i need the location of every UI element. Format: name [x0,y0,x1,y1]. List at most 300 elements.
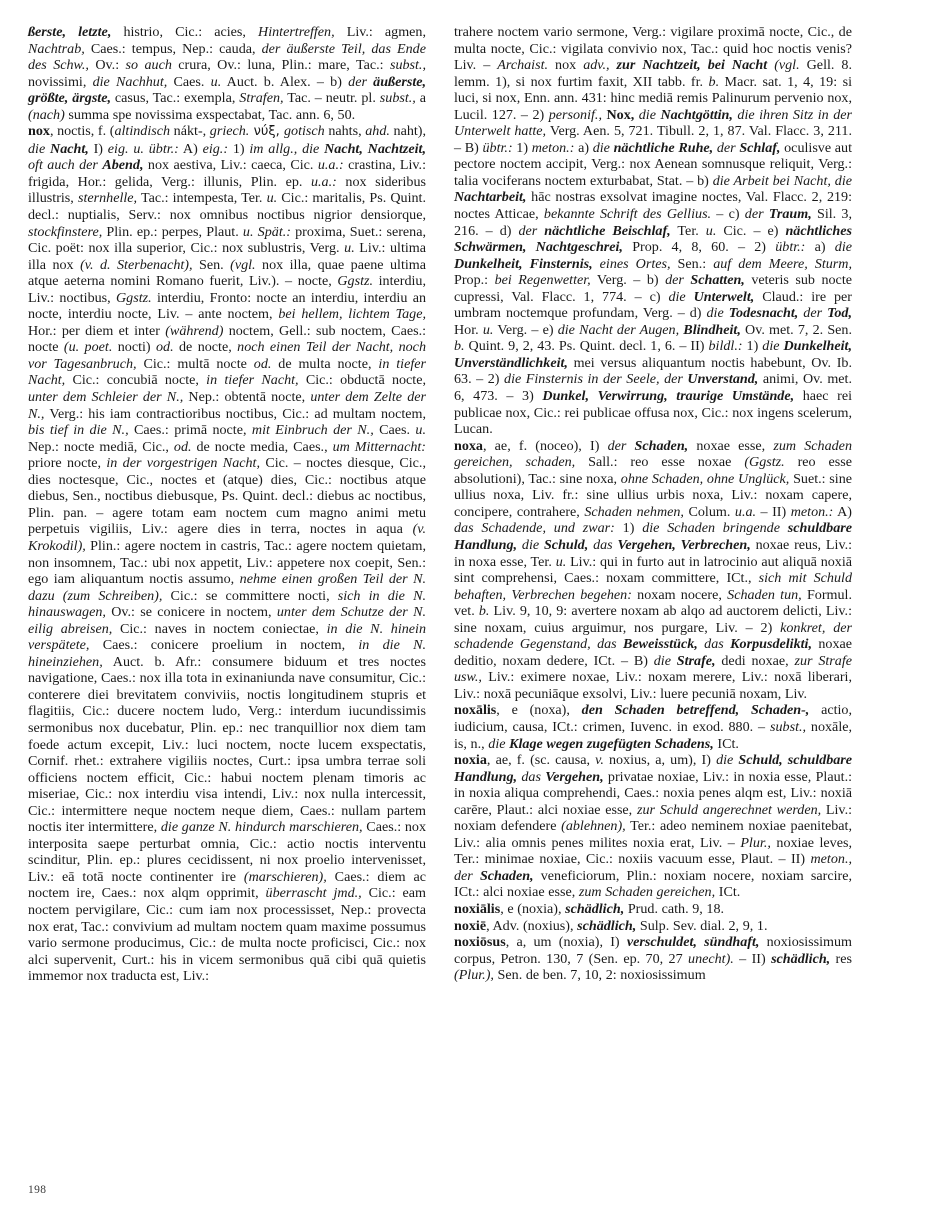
text-run: Ter. [670,222,706,239]
text-run: (v. Krokodil), [28,521,426,554]
text-run: u. [555,553,567,570]
text-run: Cic.: multā nocte [136,355,254,372]
text-run: noxiālis [454,900,501,917]
text-run: zur Strafe usw., [454,652,852,686]
text-run: eines Ortes, [592,255,671,272]
text-run: Colum. [683,503,735,520]
text-run: res [830,950,852,967]
text-run: noxia [454,752,487,769]
text-run: Tac.: intempesta, Ter. [137,190,267,207]
text-run: Caes.: conicere proelium in noctem, [89,637,359,654]
text-run: de nocte, [173,339,238,356]
text-run: noxiōsus [454,934,506,951]
text-run: Prop.: [454,272,495,289]
text-run: schädlich, [771,950,831,967]
text-run: bekannte Schrift des Gellius. [543,206,712,223]
text-run: u.a.: [310,173,337,190]
text-run: nocti) [112,339,156,356]
text-run: crura, Ov.: luna, Plin.: mare, Tac.: [171,57,390,74]
text-run: das [697,636,731,653]
text-run: Nacht, [50,140,89,157]
text-run: Schaden nehmen, [584,503,684,520]
text-run: Ov. met. 7, 2. Sen. [740,321,852,338]
text-run: od. [173,438,192,455]
text-run: (marschieren), [243,868,327,885]
dictionary-entry [454,918,852,935]
text-run: Beweisstück, [623,636,698,653]
text-run: noxae reus, Liv.: in noxa esse, Ter. [454,536,853,570]
text-run: Hor.: per diem et inter [28,322,166,339]
text-run: subst., [770,718,807,735]
text-run: der [348,73,374,90]
text-run: Traum, [768,206,812,223]
text-run: Unterwelt, [693,288,755,305]
text-run: u.a. [734,503,757,520]
text-run: Liv.: qui in furto aut in latrocinio aut aliquā noxiā sint comprehensi, Caes.: noxam committere, ICt., [454,553,853,587]
text-run: u. [344,240,355,257]
text-run: Vergehen, [545,768,604,785]
text-run: veneficiorum, Plin.: noxiam nocere, noxiam sarcire, ICt.: alci noxiae esse, [454,867,852,901]
text-run: zum Schaden gereichen, schaden, [454,437,852,471]
text-run: der [744,206,769,223]
text-run: Tod, [827,305,852,322]
text-run: Liv.: ultima illa nox [28,240,426,273]
text-run: noxālis [454,702,497,719]
text-run: subst., [379,90,416,107]
text-run: Ter.: adeo neminem noxiae paenitebat, Liv.: alia omnis penes milites noxia erat, Liv. – [454,818,852,851]
text-run: novissimi, [28,73,93,90]
text-run: Cic. – e) [716,222,786,239]
text-run: u.a.: [317,157,344,174]
text-run: νύξ, [249,124,284,140]
text-run: unter dem Zelte der N., [28,389,426,422]
text-run: animi, Ov. met. 6, 473. – 3) [454,371,852,405]
text-run: nox aestiva, Liv.: caeca, Cic. [143,157,318,174]
text-run: 1) [614,520,643,537]
text-run: Claud.: ire per umbram noctemque profundam, Verg. – d) [454,288,852,322]
text-run: Schlaf, [739,139,781,156]
text-run: übtr.: [482,139,513,156]
text-run: u. [415,422,426,439]
dictionary-entry [454,901,852,918]
text-run: nächtliche Beischlaf, [544,222,671,239]
text-run: die ihren Sitz in der Unterwelt hatte, [454,106,852,140]
text-run: Nachtrab, [28,40,85,57]
text-run: ßerste, letzte, [28,24,112,40]
text-run: Caes.: nox interposita saepe perturbat omnia, Cic.: actio noctis interventu scinditur, Plin. ep.: plures cecidissent, ni nox proelio intervenisset, Liv.: eā totā nocte continenter ire [28,819,426,885]
text-run: Ggstz. [337,273,374,290]
text-run: (Plur.), [454,967,494,984]
text-run: Hor. [454,321,483,338]
text-run: u. [705,222,717,239]
text-run: trahere noctem vario sermone, Verg.: vigilare proximā nocte, Cic., de multa nocte, Cic.: vigilata convivio nox, Tac.: quid hoc noctis venis? Liv. – [454,24,852,74]
text-run: histrio, Cic.: acies, [111,24,259,40]
text-run: die [653,652,677,669]
text-run: noxam nocere, [631,586,728,603]
text-run: interdiu, Liv.: noctibus, [28,273,426,306]
text-run: Verg. – b) [590,272,666,289]
text-run: , ae, f. (noceo), I) [482,437,608,454]
text-run: Dunkelheit, Unverständlichkeit, [454,338,852,371]
text-run: de nocte media, Caes., [191,438,333,455]
text-run: nächtliches Schwärmen, Nachtgeschrei, [454,222,853,256]
text-run: schädlich, [577,917,637,934]
text-run: der äußerste Teil, das Ende des Schw., [28,40,426,74]
text-run: (v. d. Sterbenacht), [80,256,193,273]
text-run: Archaist. [497,57,549,74]
text-run: um Mitternacht: [332,438,427,455]
text-run: naht), [389,123,426,140]
text-run: übtr.: [775,239,806,256]
text-run: nákt-, [170,123,210,140]
text-run: auf dem Meere, Sturm, [713,255,852,272]
text-run: Formul. vet. [454,586,852,620]
text-run: interdiu, Fronto: nocte an interdiu, interdiu an nocte, interdiu nocte, Liv. – ante noctem, [28,289,426,323]
page-number: 198 [28,1184,47,1196]
text-run: der [798,305,828,322]
text-run: b. [478,603,490,620]
text-run: 1) [228,140,250,157]
text-run: od. [253,355,272,372]
text-run: Cic.: se committere nocti, [162,587,338,604]
text-run: Strafe, [676,652,716,669]
text-run: 1) [512,139,532,156]
text-run: , a, um (noxia), I) [505,934,627,951]
text-run: sich in die N. hinauswagen, [28,587,426,621]
text-run: hāc nostras exsolvat imagine noctes, Val. Flacc. 2, 219: noctes Atticae, [454,189,852,223]
text-run: der [607,437,635,454]
text-run: in tiefer Nacht, [206,372,299,389]
text-run: das [588,536,618,553]
text-run: casus, Tac.: exempla, [111,90,240,107]
text-run: noxius, a, um), I) [603,752,717,769]
text-run: priore nocte, [28,455,107,472]
text-run: nox [28,123,50,140]
text-run: Verg. Aen. 5, 721. Tibull. 2, 1, 87. Val. Flacc. 3, 211. – B) [454,123,852,156]
text-run: Caes. [167,73,211,90]
text-run: das Schadende, und zwar: [454,520,615,537]
text-run: die [592,139,614,156]
text-run: a) [574,139,593,156]
text-run: meton.: [531,139,575,156]
text-run: der [518,222,545,239]
text-run: Plin. ep.: perpes, Plaut. [102,223,243,240]
text-run: Unverstand, [687,371,759,388]
text-run: Cic.: eam noctem pervigilare, Cic.: cum iam nox processisset, Nep.: provecta nox erat, Tac.: convivium ad multam noctem quam maxime possumus vario sermone producimus, Cic.: de multa nocte proficisci, Cic.: nox alci supervenit, Curt.: his in vicem sermonibus quā cibi quā quietis immemor nox traducta est, Liv.: [28,885,426,985]
text-run: (vgl. [230,256,256,273]
text-run: Sall.: reo esse noxae [575,454,745,471]
text-run: altindisch [114,123,171,140]
text-run: Gell. 8. lemm. 1), si nox furtim faxit, XII tabb. fr. [454,57,853,90]
text-run: die Finsternis in der Seele, der [504,371,688,388]
right-text-column [454,24,852,984]
text-run: Liv. 9, 10, 9: avertere noxam ab alqo ad auctorem delicti, Liv.: sine noxam, cuius arguimur, nos purgare, Liv. – 2) [454,603,852,636]
text-run: Sulp. Sev. dial. 2, 9, 1. [636,917,768,934]
text-run: Korpusdelikti, [730,636,812,653]
text-run: mit Einbruch der N., [251,422,374,439]
text-run: noxiosissimum corpus, Petron. 130, 7 (Sen. ep. 70, 27 [454,934,852,967]
text-run: Todesnacht, [728,305,799,322]
text-run: , e (noxa), [496,702,582,719]
text-run: meton.: [790,503,834,520]
text-run: der [713,139,740,156]
text-run: nehme einen großen Teil der N. dazu (zum Schreiben), [28,571,426,604]
text-run: Prop. 4, 8, 60. – 2) [622,239,776,256]
text-run: v. [595,752,604,769]
text-run: unter dem Schutze der N. eilig abreisen, [28,604,426,637]
text-run: Schaden, [634,437,689,454]
text-run: die [834,239,852,256]
text-run: konkret, der schadende Gegenstand, das [454,619,852,653]
text-run: (Ggstz. [744,454,785,471]
text-run: bildl.: [708,338,743,355]
text-run: unter dem Schleier der N., [28,389,184,406]
text-run: ohne Schaden, ohne Unglück, [620,470,790,487]
text-run: Caes.: diem ac noctem ire, Caes.: nox alqm opprimit, [28,868,426,902]
text-run: so auch [125,57,172,74]
text-run: Cic.: obductā nocte, [298,372,426,389]
dictionary-entry [454,752,852,901]
text-run: sternhelle, [77,190,138,207]
text-run: oft auch der [28,157,103,174]
text-run: schuldbare Handlung, [454,520,852,553]
text-run: schädlich, [565,900,625,917]
text-run: die Nacht der Augen, [557,321,684,338]
text-run: Quint. 9, 2, 43. Ps. Quint. decl. 1, 6. – II) [464,338,709,355]
text-run: noxae esse, [688,437,774,454]
text-run: bis tief in die N., [28,422,129,439]
text-run: eig. u. übtr.: [107,140,179,157]
text-run: ICt. [713,735,739,752]
text-run: Dunkelheit, Finsternis, [454,255,593,272]
text-run: Strafen, [239,90,284,107]
text-run: noctem, Gell.: sub noctem, Caes.: nocte [28,322,427,356]
text-run: (u. poet. [63,339,113,356]
text-run: die ganze N. hindurch marschieren, [160,819,363,836]
text-run: veteris sub nocte cupressi, Val. Flacc. 1, 774. – c) [454,272,852,305]
text-run: die Schaden bringende [642,520,788,537]
text-run: Cic.: concubiā nocte, [65,372,207,389]
text-run: Nox, [601,106,635,123]
text-run: zur Schuld angerechnet werden, [636,801,822,818]
text-run: Schuld, [543,536,589,553]
text-run: noxāle, is, n., [454,718,853,752]
text-run: u. [210,73,222,90]
text-run: Caes. [373,422,416,439]
text-run: Blindheit, [683,321,741,338]
text-run: od. [156,339,174,356]
text-run: eig.: [202,140,229,157]
text-run: die [517,536,544,553]
text-run: ahd. [365,123,390,140]
text-run: Cic. – noctes diesque, Cic., dies noctesque, Cic., noctes et (atque) dies, Cic.: noctibus atque diebus, Sen., noctibus diebusque, Ps. Quint. decl.: diebus ac noctibus, Plin. pan. – agere totam eam noctem cum magno animi metu perpetuis vigiliis, Liv.: agere dies in terra, noctes in aqua [28,455,426,538]
dictionary-entry [454,702,852,752]
text-run: im allg., die [249,140,325,157]
text-run: Nachtgöttin, [660,106,733,123]
text-run: Sen. [192,256,231,273]
text-run: Dunkel, Verwirrung, traurige Umstände, [542,388,795,405]
text-run: Liv.: noxiam defendere [454,801,853,835]
text-run: subst., [389,57,426,74]
text-run: dedi noxae, [715,652,795,669]
left-text-column [28,24,426,985]
text-run: A) [178,140,203,157]
text-run: Ggstz. [116,289,152,306]
text-run: haec rei publicae nox, Cic.: rei publicae offusa nox, Cic.: nox ingens scelerum, Lucan. [454,388,852,438]
text-run: a [415,90,426,107]
text-run: , Adv. (noxius), [486,917,578,934]
entry-continuation [454,24,852,438]
text-run: ICt. [715,884,741,901]
text-run: verschuldet, sündhaft, [626,934,760,951]
text-run: in der vorgestrigen Nacht, [106,455,260,472]
text-run: noxiae leves, Ter.: minimae noxiae, Cic.: noxiis vacuum esse, Plaut. – II) [454,834,852,868]
text-run: zum Schaden gereichen, [578,884,716,901]
text-run: crastina, Liv.: frigida, Hor.: gelida, Verg.: illunis, Plin. ep. [28,157,426,190]
text-run: Plur., [740,834,771,851]
text-run: (vgl. [774,57,800,74]
text-run: Cic.: maritalis, Ps. Quint. decl.: nuptialis, Serv.: nox omnibus noctibus nigrior densiorque, [28,190,426,224]
text-run: proxima, Suet.: serena, Cic. poët: nox illa superior, Cic.: nox sublustris, Verg. [28,223,426,257]
text-run: Nep.: nocte mediā, Cic., [28,438,174,455]
text-run: Klage wegen zugefügten Schadens, [509,735,714,752]
text-run: a) [805,239,835,256]
text-run: die Arbeit bei Nacht, die [712,172,852,189]
text-run: Sen. de ben. 7, 10, 2: noxiosissimum [493,967,706,984]
text-run: Hintertreffen, [258,24,335,40]
text-run: nox [548,57,584,74]
text-run: noxiē [454,917,487,934]
text-run: – II) [733,950,772,967]
text-run: u. [482,321,494,338]
text-run: Plin.: agere noctem in castris, Tac.: agere noctem quietam, non insomnem, Tac.: ubi nox appetit, Liv.: appetere nox coepit, Sen.: ego iam aliquantum noctis assumo, [28,537,426,588]
text-run: Macr. sat. 1, 4, 19: si luci, si nox, Enn. ann. 431: hinc mediā remis Palinurum pervenio nox, Lucil. 127. – 2) [454,73,852,123]
text-run: Schaden, [479,867,534,884]
text-run: oculisve aut pectore noctem accipit, Verg.: nox Aenean somnusque reliquit, Verg.: talia vociferans noctem exturbabat, Stat. – b) [454,139,852,189]
text-run: u. Spät.: [242,223,291,240]
text-run: Abend, [102,157,144,174]
text-run: , e (noxia), [500,900,566,917]
text-run: I) [88,140,108,157]
text-run: äußerste, größte, ärgste, [28,73,427,107]
text-run: die [668,288,694,305]
text-run: privatae noxiae, Liv.: in noxia esse, Plaut.: in noxia aliqua comprehendi, Caes.: noxia penes alqm est, Liv.: noxiā carēre, Plaut.: alci noxiae esse, [454,768,853,818]
text-run: die [706,305,729,322]
text-run: noxae deditio, noxam dedere, ICt. – B) [454,636,853,669]
text-run: die [716,752,739,769]
dictionary-entry [454,438,852,703]
text-run: Vergehen, Verbrechen, [617,536,751,553]
text-run: die [762,338,784,355]
text-run: – c) [711,206,745,223]
text-run: meton., der [454,851,852,884]
text-run: überrascht jmd., [265,885,362,902]
text-run: actio, iudicium, causa, ICt.: crimen, Iuvenc. in exod. 880. – [454,702,852,735]
text-run: unecht). [688,950,734,967]
text-run: (während) [165,322,224,339]
text-run: die Nachhut, [92,73,168,90]
text-run: Verg. – e) [493,321,558,338]
text-run: Nacht, Nachtzeit, [324,140,426,157]
text-run: der [665,272,691,289]
text-run: , ae, f. (sc. causa, [486,752,596,769]
text-run: Verg.: his iam contractioribus noctibus, Cic.: ad multam noctem, [44,405,426,422]
text-run: Auct. b. Alex. – b) [221,73,349,90]
text-run: nox illa, quae paene ultima atque aeterna nomini Romano fuerit, Liv.). – nocte, [28,256,427,290]
text-run: Nachtarbeit, [454,189,527,206]
entry-continuation [28,24,426,123]
text-run: in die N. hinein verspätete, [28,620,427,654]
text-run: den Schaden betreffend, Schaden-, [581,702,810,719]
text-run: Schaden tun, [727,586,802,603]
text-run: sich mit Schuld behaften, Verbrechen begehen: [454,570,852,603]
text-run: Sen.: [670,255,714,272]
text-run: (nach) [28,106,65,123]
two-column-layout [28,24,907,985]
text-run: reo esse absolutioni), Tac.: sine noxa, [454,454,852,487]
text-run: b. [708,73,720,90]
text-run: in die N. hineinziehen, [28,637,426,670]
text-run: u. [266,190,278,207]
text-run: noch einen Teil der Nacht, noch vor Tagesanbruch, [28,339,426,372]
text-run: Schatten, [690,272,745,289]
text-run: gotisch [283,123,325,140]
dictionary-entry [28,123,426,984]
text-run: das [517,768,546,785]
text-run: noxa [454,437,483,454]
text-run: de multa nocte, [271,355,379,372]
text-run: bei hellem, lichtem Tage, [278,306,426,323]
text-run: Liv.: eximere noxae, Liv.: noxam merere, Liv.: noxā liberari, Liv.: noxā pecuniāque exsolvi, Liv.: luere pecuniā noxam, Liv. [454,669,852,702]
text-run: Ov.: se conicere in noctem, [105,604,277,621]
text-run: bei Regenwetter, [494,272,591,289]
text-run: (ablehnen), [561,818,626,835]
text-run: personif., [548,106,602,123]
text-run: Liv.: agmen, [334,24,427,40]
text-run: stockfinstere, [28,223,103,240]
text-run: die [634,106,661,123]
text-run: summa spe novissima exspectabat, Tac. ann. 6, 50. [64,106,356,123]
text-run: Auct. b. Afr.: consumere biduum et tres noctes navigatione, Caes.: nox illa tota in exinaniunda nave consumitur, Cic.: conterere diei brevitatem conviviis, noctis longitudinem stupris et flagitiis, Cic.: ducere noctem ludo, Verg.: interdum iucundissimis sermonibus nox ducebatur, Plin. ep.: nec tranquillior nox diem tam foede actum excepit, Liv.: luci noctem, nocte lucem exspectatis, Cornif. rhet.: extrahere vigiliis noctes, Curt.: ipsa umbra terrae soli officiens noctem efficit, Cic.: habui noctem plenam timoris ac miseriae, Cic.: nox interdiu visa intendi, Liv.: nox nulla intercessit, Cic.: intermittere neque noctem neque diem, Caes.: nullam partem noctis iter intermittere, [28,653,426,836]
dictionary-entry [454,934,852,984]
text-run: die [488,735,510,752]
text-run: Caes.: primā nocte, [128,422,252,439]
text-run: Caes.: tempus, Nep.: cauda, [84,40,262,57]
text-run: die [28,140,51,157]
text-run: nächtliche Ruhe, [613,139,714,156]
text-run: zur Nachtzeit, bei Nacht [609,57,775,74]
text-run: Suet.: sine ullius noxa, Liv. fr.: sine ullius urbis noxa, Liv.: noxam capere, concipere, contrahere, [454,470,853,520]
text-run: A) [833,503,853,520]
text-run: nox sideribus illustris, [28,173,426,207]
text-run: b. [454,338,465,355]
text-run: griech. [209,123,250,140]
text-run: Prud. cath. 9, 18. [624,900,725,917]
text-run: mei versus aliquantum noctis habebunt, Ov. Ib. 63. – 2) [454,354,852,388]
text-run: Ov.: [88,57,126,74]
text-run: Nep.: obtentā nocte, [183,389,311,406]
text-run: 1) [742,338,763,355]
text-run: Sil. 3, 216. – d) [454,206,852,239]
text-run: – II) [756,503,791,520]
text-run: Schuld, schuldbare Handlung, [454,752,853,785]
text-run: nahts, [324,123,366,140]
text-run: adv., [583,57,610,74]
text-run: , noctis, f. ( [49,123,115,140]
text-run: Tac. – neutr. pl. [283,90,380,107]
text-run: in tiefer Nacht, [28,355,427,389]
text-run: Cic.: naves in noctem coniectae, [112,620,327,637]
